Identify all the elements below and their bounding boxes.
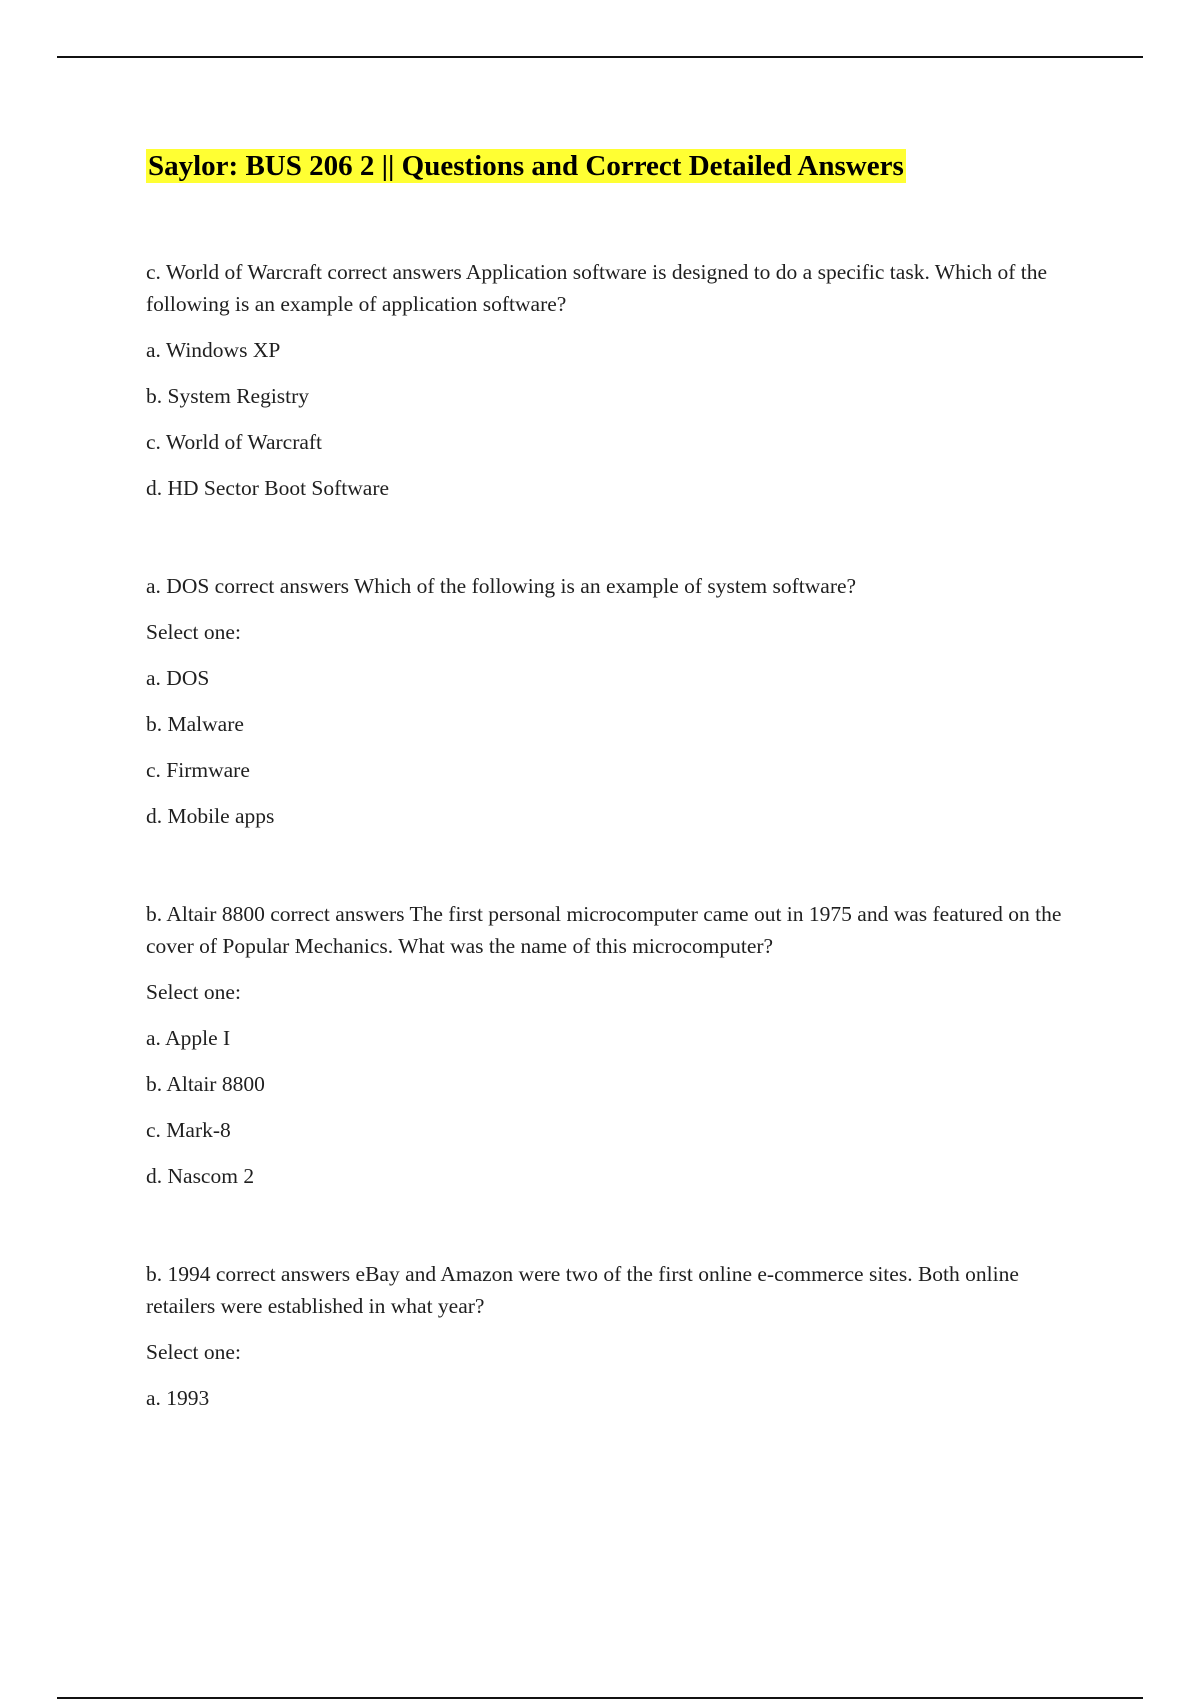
question-text: c. World of Warcraft correct answers Application software is designed to do a specific task. Which of the following is an example of application software?: [146, 260, 1048, 316]
select-prompt: Select one:: [146, 980, 241, 1004]
answer-option: d. Mobile apps: [146, 804, 275, 828]
answer-option: c. Firmware: [146, 758, 250, 782]
answer-option: c. Mark-8: [146, 1118, 231, 1142]
answer-option: d. Nascom 2: [146, 1164, 255, 1188]
question-text: a. DOS correct answers Which of the following is an example of system software?: [146, 574, 857, 598]
answer-option: a. Apple I: [146, 1026, 231, 1050]
document-body: [146, 146, 1066, 1414]
question-text: b. 1994 correct answers eBay and Amazon were two of the first online e-commerce sites. Both online retailers were established in what year?: [146, 1262, 1019, 1318]
header-rule: [57, 56, 1143, 58]
question-block: [146, 570, 1066, 832]
question-text: b. Altair 8800 correct answers The first personal microcomputer came out in 1975 and was featured on the cover of Popular Mechanics. What was the name of this microcomputer?: [146, 902, 1062, 958]
answer-option: c. World of Warcraft: [146, 430, 323, 454]
question-block: [146, 256, 1066, 504]
select-prompt: Select one:: [146, 1340, 241, 1364]
answer-option: a. Windows XP: [146, 338, 281, 362]
page-title-highlight: Saylor: BUS 206 2 || Questions and Correct Detailed Answers: [148, 150, 904, 182]
footer-rule: [57, 1697, 1143, 1699]
select-prompt: Select one:: [146, 620, 241, 644]
answer-option: d. HD Sector Boot Software: [146, 476, 390, 500]
answer-option: a. DOS: [146, 666, 210, 690]
question-block: [146, 898, 1066, 1192]
answer-option: b. Altair 8800: [146, 1072, 265, 1096]
answer-option: b. Malware: [146, 712, 244, 736]
page-title: [146, 146, 1066, 186]
question-block: [146, 1258, 1066, 1414]
answer-option: a. 1993: [146, 1386, 210, 1410]
answer-option: b. System Registry: [146, 384, 310, 408]
